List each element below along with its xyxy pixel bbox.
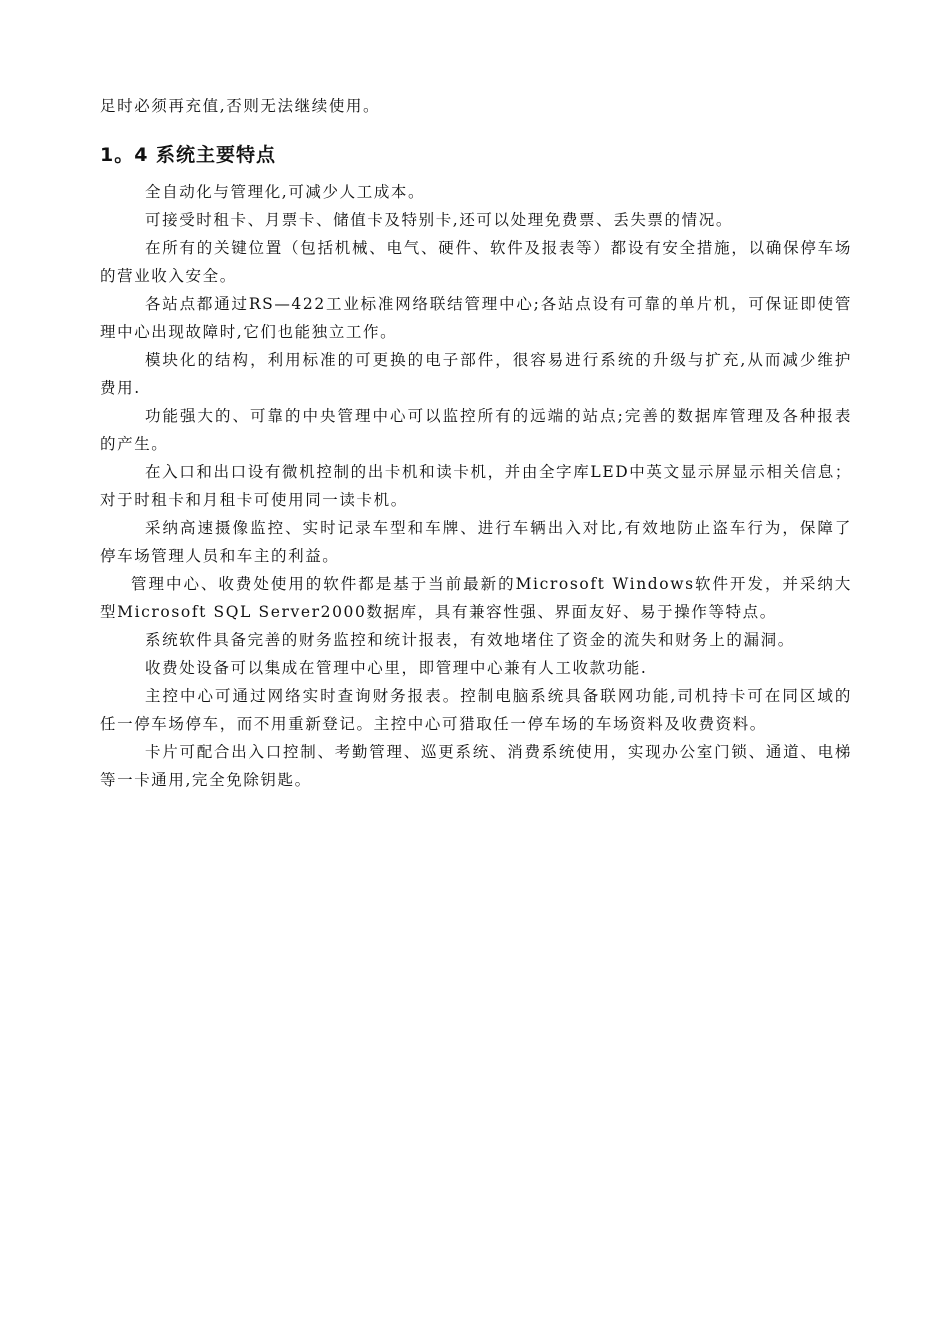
- feature-paragraph: 全自动化与管理化,可减少人工成本。: [145, 183, 426, 201]
- feature-paragraph: 在所有的关键位置（包括机械、电气、硬件、软件及报表等）都设有安全措施，以确保停车场的营业收入安全。: [100, 239, 852, 285]
- feature-paragraph: 管理中心、收费处使用的软件都是基于当前最新的Microsoft Windows软件开发，并采纳大型Microsoft SQL Server2000数据库，具有兼容性强、界面友好、易于操作等特点。: [100, 575, 852, 621]
- feature-paragraph: 各站点都通过RS—422工业标准网络联结管理中心;各站点设有可靠的单片机，可保证即使管理中心出现故障时,它们也能独立工作。: [100, 295, 852, 341]
- feature-paragraph: 主控中心可通过网络实时查询财务报表。控制电脑系统具备联网功能,司机持卡可在同区域的任一停车场停车，而不用重新登记。主控中心可猎取任一停车场的车场资料及收费资料。: [100, 687, 852, 733]
- feature-paragraph: 可接受时租卡、月票卡、储值卡及特别卡,还可以处理免费票、丢失票的情况。: [145, 211, 733, 229]
- document-body: [100, 92, 852, 794]
- lead-paragraph: 足时必须再充值,否则无法继续使用。: [100, 97, 381, 115]
- feature-paragraph: 在入口和出口设有微机控制的出卡机和读卡机，并由全字库LED中英文显示屏显示相关信息；对于时租卡和月租卡可使用同一读卡机。: [100, 463, 852, 509]
- section-heading: 1。4 系统主要特点: [100, 144, 277, 166]
- feature-paragraph: 采纳高速摄像监控、实时记录车型和车牌、进行车辆出入对比,有效地防止盗车行为，保障了停车场管理人员和车主的利益。: [100, 519, 852, 565]
- feature-paragraph: 模块化的结构，利用标准的可更换的电子部件，很容易进行系统的升级与扩充,从而减少维护费用.: [100, 351, 852, 397]
- feature-paragraph: 收费处设备可以集成在管理中心里，即管理中心兼有人工收款功能.: [145, 659, 648, 677]
- feature-paragraph: 系统软件具备完善的财务监控和统计报表，有效地堵住了资金的流失和财务上的漏洞。: [145, 631, 795, 649]
- feature-paragraph: 卡片可配合出入口控制、考勤管理、巡更系统、消费系统使用，实现办公室门锁、通道、电梯等一卡通用,完全免除钥匙。: [100, 743, 852, 789]
- feature-paragraph: 功能强大的、可靠的中央管理中心可以监控所有的远端的站点;完善的数据库管理及各种报表的产生。: [100, 407, 852, 453]
